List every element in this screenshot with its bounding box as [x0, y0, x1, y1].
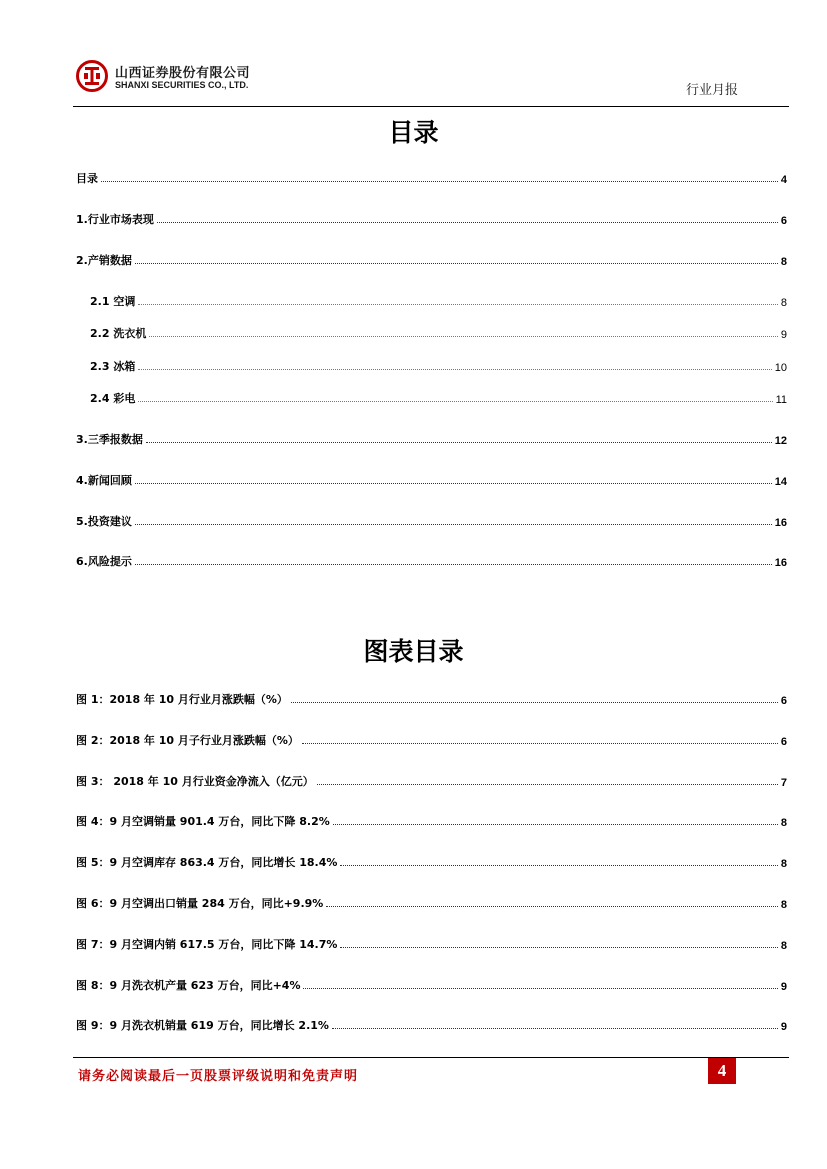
toc-subentry[interactable]	[76, 356, 787, 374]
figure-entry-label: 图 3： 2018 年 10 月行业资金净流入（亿元）	[76, 775, 314, 788]
toc-entry-label: 6.风险提示	[76, 555, 132, 568]
leader-dots	[326, 906, 778, 907]
footer-divider	[73, 1057, 789, 1058]
leader-dots	[135, 524, 772, 525]
toc-subentry[interactable]	[76, 323, 787, 341]
leader-dots	[138, 401, 772, 402]
toc-entry-page: 10	[774, 362, 787, 374]
figure-entry-page: 9	[780, 1021, 787, 1033]
figure-entry[interactable]	[76, 1015, 787, 1033]
figure-entry-label: 图 7：9 月空调内销 617.5 万台，同比下降 14.7%	[76, 938, 338, 951]
leader-dots	[157, 222, 778, 223]
toc-entry[interactable]	[76, 470, 787, 488]
toc-subentry[interactable]	[76, 388, 787, 406]
toc-entry-page: 4	[780, 174, 787, 186]
leader-dots	[340, 865, 777, 866]
figure-entry[interactable]	[76, 811, 787, 829]
figure-entry[interactable]	[76, 771, 787, 789]
figure-entry-label: 图 6：9 月空调出口销量 284 万台，同比+9.9%	[76, 897, 324, 910]
leader-dots	[332, 1028, 778, 1029]
toc-entry-label: 5.投资建议	[76, 515, 132, 528]
toc-entry-label: 目录	[76, 172, 98, 185]
leader-dots	[291, 702, 778, 703]
toc-entry-label: 3.三季报数据	[76, 433, 143, 446]
figure-entry[interactable]	[76, 975, 787, 993]
figure-entry-label: 图 4：9 月空调销量 901.4 万台，同比下降 8.2%	[76, 815, 330, 828]
figure-entry-page: 8	[780, 940, 787, 952]
toc-entry-label: 2.4 彩电	[90, 392, 136, 405]
toc-subentry[interactable]	[76, 291, 787, 309]
figure-entry-page: 7	[780, 777, 787, 789]
report-type: 行业月报	[686, 83, 739, 98]
toc-entry[interactable]	[76, 209, 787, 227]
toc-entry-label: 2.1 空调	[90, 295, 136, 308]
toc-entry-page: 8	[780, 256, 787, 268]
figure-entry[interactable]	[76, 934, 787, 952]
figure-entry-label: 图 2：2018 年 10 月子行业月涨跌幅（%）	[76, 734, 299, 747]
toc-entry-page: 9	[780, 329, 787, 341]
leader-dots	[135, 263, 778, 264]
toc-entry-page: 11	[775, 394, 787, 406]
leader-dots	[149, 336, 778, 337]
leader-dots	[302, 743, 778, 744]
figure-entry-page: 8	[780, 858, 787, 870]
page-header	[0, 0, 827, 110]
leader-dots	[135, 483, 772, 484]
toc-entry-label: 4.新闻回顾	[76, 474, 132, 487]
figures-title: 图表目录	[363, 637, 464, 666]
page-number: 4	[708, 1058, 736, 1084]
leader-dots	[333, 824, 778, 825]
toc-entry[interactable]	[76, 511, 787, 529]
toc-entry-label: 2.2 洗衣机	[90, 327, 147, 340]
toc-title: 目录	[388, 118, 439, 147]
leader-dots	[138, 369, 771, 370]
toc-entry-label: 2.3 冰箱	[90, 360, 136, 373]
toc-entry-page: 14	[774, 476, 787, 488]
company-name-en: SHANXI SECURITIES CO., LTD.	[115, 80, 249, 90]
leader-dots	[135, 564, 772, 565]
toc-entry-page: 8	[780, 297, 787, 309]
toc-entry[interactable]	[76, 250, 787, 268]
leader-dots	[101, 181, 778, 182]
figure-entry[interactable]	[76, 893, 787, 911]
leader-dots	[146, 442, 772, 443]
header-divider	[73, 106, 789, 107]
leader-dots	[138, 304, 778, 305]
toc-entry-page: 16	[774, 557, 787, 569]
company-name-cn: 山西证券股份有限公司	[115, 66, 251, 81]
shanxi-securities-logo-icon	[76, 60, 108, 92]
figure-entry-page: 6	[780, 695, 787, 707]
figure-entry-label: 图 9：9 月洗衣机销量 619 万台，同比增长 2.1%	[76, 1019, 329, 1032]
leader-dots	[340, 947, 777, 948]
toc-entry-label: 2.产销数据	[76, 254, 132, 267]
figure-entry[interactable]	[76, 689, 787, 707]
toc-entry-page: 6	[780, 215, 787, 227]
disclaimer-text: 请务必阅读最后一页股票评级说明和免责声明	[78, 1069, 359, 1084]
leader-dots	[303, 988, 777, 989]
toc-entry-label: 1.行业市场表现	[76, 213, 154, 226]
figure-entry-page: 8	[780, 817, 787, 829]
figure-entry[interactable]	[76, 852, 787, 870]
toc-entry[interactable]	[76, 429, 787, 447]
figure-entry-label: 图 5：9 月空调库存 863.4 万台，同比增长 18.4%	[76, 856, 338, 869]
figure-entry-label: 图 8：9 月洗衣机产量 623 万台，同比+4%	[76, 979, 301, 992]
toc-entry[interactable]	[76, 168, 787, 186]
toc-entry[interactable]	[76, 551, 787, 569]
leader-dots	[317, 784, 778, 785]
figure-entry-label: 图 1：2018 年 10 月行业月涨跌幅（%）	[76, 693, 288, 706]
toc-entry-page: 16	[774, 517, 787, 529]
toc-entry-page: 12	[774, 435, 787, 447]
figure-entry-page: 9	[780, 981, 787, 993]
figure-entry-page: 6	[780, 736, 787, 748]
figure-entry[interactable]	[76, 730, 787, 748]
figure-entry-page: 8	[780, 899, 787, 911]
